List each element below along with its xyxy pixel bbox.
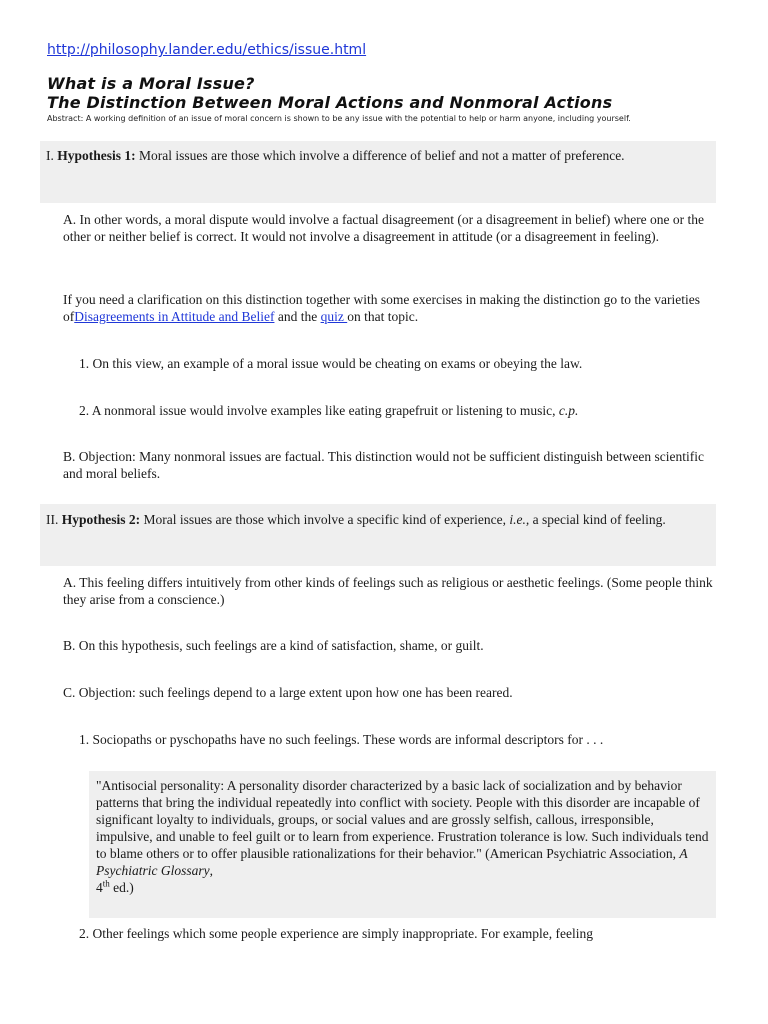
abstract-text: A working definition of an issue of moral concern is shown to be any issue with the potential to help or harm anyone, including yourself. <box>83 114 631 123</box>
hypothesis-2-text: Moral issues are those which involve a specific kind of experience, <box>140 512 510 527</box>
point-2-item-2: 2. Other feelings which some people experience are simply inappropriate. For example, feeling <box>79 926 593 941</box>
abstract <box>47 114 631 123</box>
hypothesis-2 <box>46 511 712 528</box>
quote-edition-number: 4 <box>96 880 103 895</box>
clarification-mid: and the <box>274 309 321 324</box>
hypothesis-1 <box>46 147 706 164</box>
hypothesis-2-prefix: II. <box>46 512 62 527</box>
point-1-item-2 <box>79 402 709 419</box>
quote-edition-suffix: th <box>102 878 110 889</box>
page-title: What is a Moral Issue? <box>47 74 255 93</box>
hypothesis-2-text-end: a special kind of feeling. <box>529 512 666 527</box>
hypothesis-2-abbrev: i.e., <box>509 512 530 527</box>
quote-text <box>96 777 711 896</box>
hypothesis-1-prefix: I. <box>46 148 58 163</box>
point-2b: B. On this hypothesis, such feelings are a kind of satisfaction, shame, or guilt. <box>63 638 484 653</box>
hypothesis-1-label: Hypothesis 1: <box>57 148 136 163</box>
hypothesis-2-label: Hypothesis 2: <box>61 512 141 527</box>
point-1-item-1: 1. On this view, an example of a moral issue would be cheating on exams or obeying the law. <box>79 356 583 371</box>
quiz-link[interactable]: quiz <box>320 309 348 324</box>
clarification-paragraph <box>63 291 713 325</box>
page-subtitle: The Distinction Between Moral Actions and Nonmoral Actions <box>47 93 613 112</box>
point-1-item-2-text: 2. A nonmoral issue would involve examples like eating grapefruit or listening to music, <box>79 403 559 418</box>
clarification-post: on that topic. <box>347 309 419 324</box>
point-1b: B. Objection: Many nonmoral issues are factual. This distinction would not be sufficient distinguish between scientific and moral beliefs. <box>63 449 705 481</box>
disagreements-link[interactable]: Disagreements in Attitude and Belief <box>74 309 275 324</box>
abstract-label: Abstract: <box>47 114 84 123</box>
point-1-item-2-abbrev: c.p. <box>558 403 579 418</box>
point-2a: A. This feeling differs intuitively from other kinds of feelings such as religious or aesthetic feelings. (Some people think they arise from a conscience.) <box>63 575 713 607</box>
point-1a: A. In other words, a moral dispute would involve a factual disagreement (or a disagreement in belief) where one or the other or neither belief is correct. It would not involve a disagreement in attitude (or a disagreement in feeling). <box>63 212 705 244</box>
point-2-item-1: 1. Sociopaths or pyschopaths have no such feelings. These words are informal descriptors for . . . <box>79 732 604 747</box>
point-2c: C. Objection: such feelings depend to a large extent upon how one has been reared. <box>63 685 513 700</box>
source-url-link[interactable]: http://philosophy.lander.edu/ethics/issue.html <box>47 42 367 58</box>
hypothesis-1-text: Moral issues are those which involve a difference of belief and not a matter of preference. <box>135 148 625 163</box>
quote-comma: , <box>209 863 213 878</box>
quote-block <box>89 771 716 918</box>
quote-edition-rest: ed.) <box>109 880 134 895</box>
quote-source: A Psychiatric Glossary <box>96 846 688 878</box>
quote-body: "Antisocial personality: A personality disorder characterized by a basic lack of socialization and by behavior patterns that bring the individual repeatedly into conflict with society. People with this disorder are incapable of significant loyalty to individuals, groups, or social values and are grossly selfish, callous, irresponsible, impulsive, and unable to feel guilt or to learn from experience. Frustration tolerance is low. Such individuals tend to blame others or to offer plausible rationalizations for their behavior." (American Psychiatric Association, <box>96 778 709 861</box>
clarification-pre: If you need a clarification on this distinction together with some exercises in making the distinction go to the varieties of <box>63 292 700 324</box>
